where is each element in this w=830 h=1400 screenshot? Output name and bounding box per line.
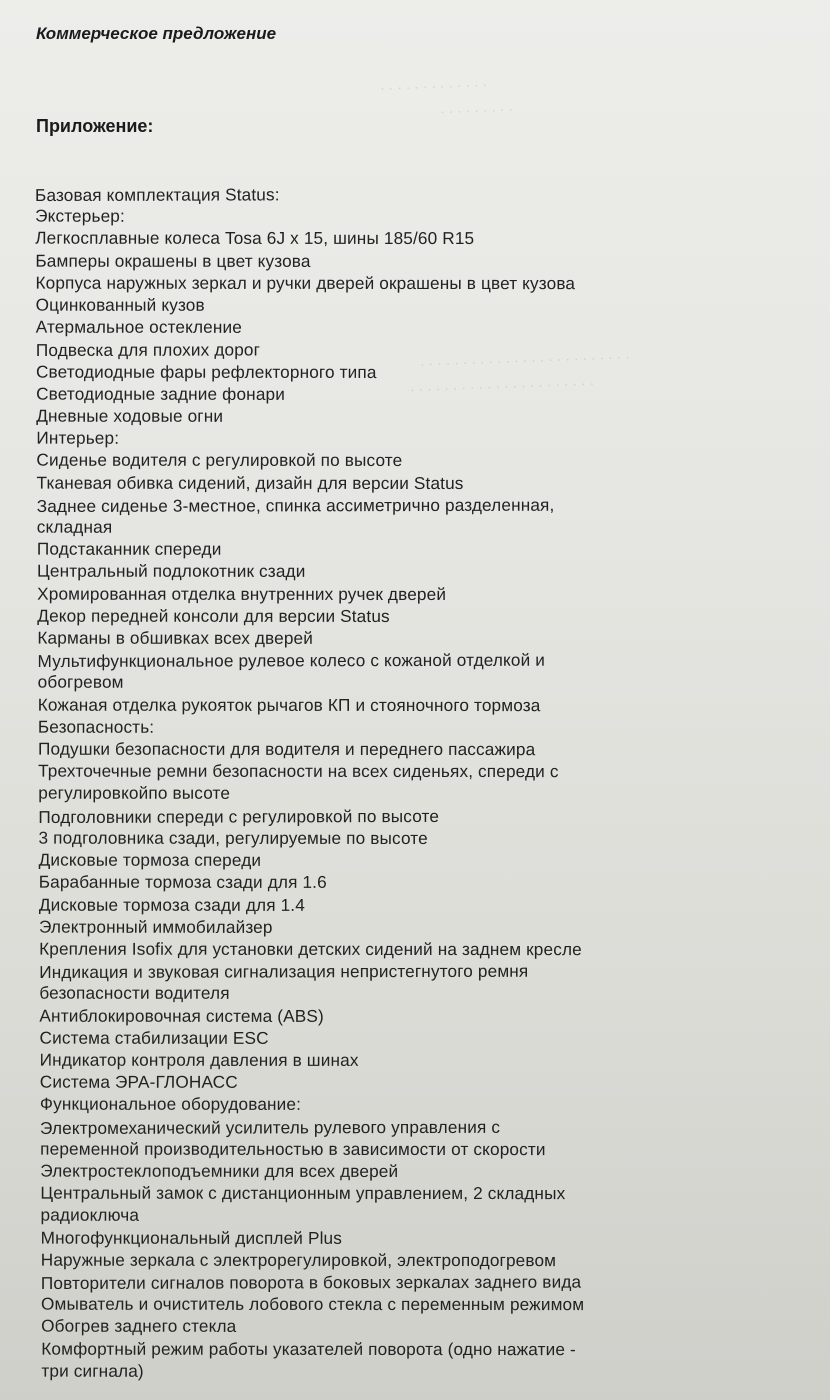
spec-line: Корпуса наружных зеркал и ручки дверей окрашены в цвет кузова — [35, 272, 576, 293]
spec-line: 3 подголовника сзади, регулируемые по высоте — [38, 827, 428, 848]
bleed-through-text: · · · · · · · · · · · · · — [379, 76, 488, 96]
spec-line: Электростеклоподъемники для всех дверей — [40, 1160, 399, 1181]
spec-line: Индикация и звуковая сигнализация непристегнутого ремня — [39, 960, 529, 983]
spec-line: Комфортный режим работы указателей поворота (одно нажатие - — [41, 1338, 576, 1359]
spec-line: Подвеска для плохих дорог — [35, 339, 261, 361]
spec-line: Безопасность: — [37, 716, 155, 737]
spec-line: Обогрев заднего стекла — [41, 1316, 237, 1337]
spec-line: Декор передней консоли для версии Status — [37, 605, 390, 626]
spec-line: Карманы в обшивках всех дверей — [37, 627, 314, 648]
spec-line: Система ЭРА-ГЛОНАСС — [39, 1071, 238, 1092]
spec-line: Барабанные тормоза сзади для 1.6 — [38, 871, 327, 893]
spec-line: Повторители сигналов поворота в боковых зеркалах заднего вида — [40, 1271, 582, 1293]
spec-line: складная — [36, 516, 113, 537]
spec-line: Крепления Isofix для установки детских сидений на заднем кресле — [39, 938, 582, 960]
bleed-through-text: · · · · · · · · · · · · · · · · · · · · · · — [409, 374, 595, 398]
bleed-through-text: · · · · · · · · · — [439, 100, 514, 120]
spec-line: Светодиодные фары рефлекторного типа — [35, 361, 377, 382]
spec-line: Кожаная отделка рукояток рычагов КП и стояночного тормоза — [37, 694, 541, 715]
spec-line: Атермальное остекление — [35, 316, 243, 338]
spec-line: регулировкойпо высоте — [38, 783, 231, 804]
spec-line: Тканевая обивка сидений, дизайн для версии Status — [36, 472, 464, 493]
spec-line: Дневные ходовые огни — [36, 405, 224, 426]
spec-line: Антиблокировочная система (ABS) — [39, 1005, 324, 1026]
spec-line: Индикатор контроля давления в шинах — [39, 1049, 359, 1070]
spec-line: Хромированная отделка внутренних ручек дверей — [37, 583, 447, 604]
spec-line: Дисковые тормоза сзади для 1.4 — [38, 894, 305, 915]
spec-line: обогревом — [37, 672, 124, 693]
spec-line: Функциональное оборудование: — [39, 1093, 302, 1115]
spec-line: Светодиодные задние фонари — [36, 383, 286, 404]
spec-line: Электромеханический усилитель рулевого управления с — [40, 1116, 501, 1138]
equipment-list — [35, 183, 815, 1382]
spec-line: Подстаканник спереди — [36, 538, 222, 560]
spec-line: переменной производительностью в зависимости от скорости — [40, 1138, 546, 1159]
spec-line: Система стабилизации ESC — [39, 1027, 269, 1048]
spec-line: Подголовники спереди с регулировкой по высоте — [38, 805, 440, 827]
spec-line: Мультифункциональное рулевое колесо с кожаной отделкой и — [37, 649, 546, 672]
spec-line: Экстерьер: — [35, 205, 125, 226]
spec-line: Дисковые тормоза спереди — [38, 849, 262, 870]
spec-line: Центральный подлокотник сзади — [37, 561, 306, 582]
spec-line: Подушки безопасности для водителя и переднего пассажира — [37, 738, 536, 760]
appendix-heading: Приложение: — [36, 116, 154, 136]
spec-line: Наружные зеркала с электрорегулировкой, электроподогревом — [40, 1249, 557, 1270]
spec-line: Заднее сиденье 3-местное, спинка ассиметрично разделенная, — [36, 494, 555, 516]
spec-line: Электронный иммобилайзер — [38, 916, 273, 937]
spec-line: Омыватель и очиститель лобового стекла с переменным режимом — [40, 1293, 585, 1315]
spec-line: Оцинкованный кузов — [35, 294, 205, 315]
spec-line: Многофункциональный дисплей Plus — [40, 1227, 343, 1248]
spec-line: Трехточечные ремни безопасности на всех сиденьях, спереди с — [38, 760, 559, 782]
spec-line: безопасности водителя — [39, 982, 230, 1004]
spec-line: радиоключа — [40, 1205, 140, 1226]
spec-line: Интерьер: — [36, 427, 120, 448]
spec-line: Легкосплавные колеса Tosa 6J x 15, шины 185/60 R15 — [35, 228, 475, 249]
spec-line: три сигнала) — [41, 1360, 144, 1381]
spec-line: Сиденье водителя с регулировкой по высоте — [36, 450, 403, 471]
spec-line: Бамперы окрашены в цвет кузова — [35, 250, 311, 271]
bleed-through-text: · · · · · · · · · · · · · · · · · · · · · · · · · — [419, 348, 631, 372]
spec-line: Базовая комплектация Status: — [34, 184, 280, 206]
spec-line: Центральный замок с дистанционным управлением, 2 складных — [40, 1182, 566, 1204]
document-header: Коммерческое предложение — [36, 24, 277, 43]
